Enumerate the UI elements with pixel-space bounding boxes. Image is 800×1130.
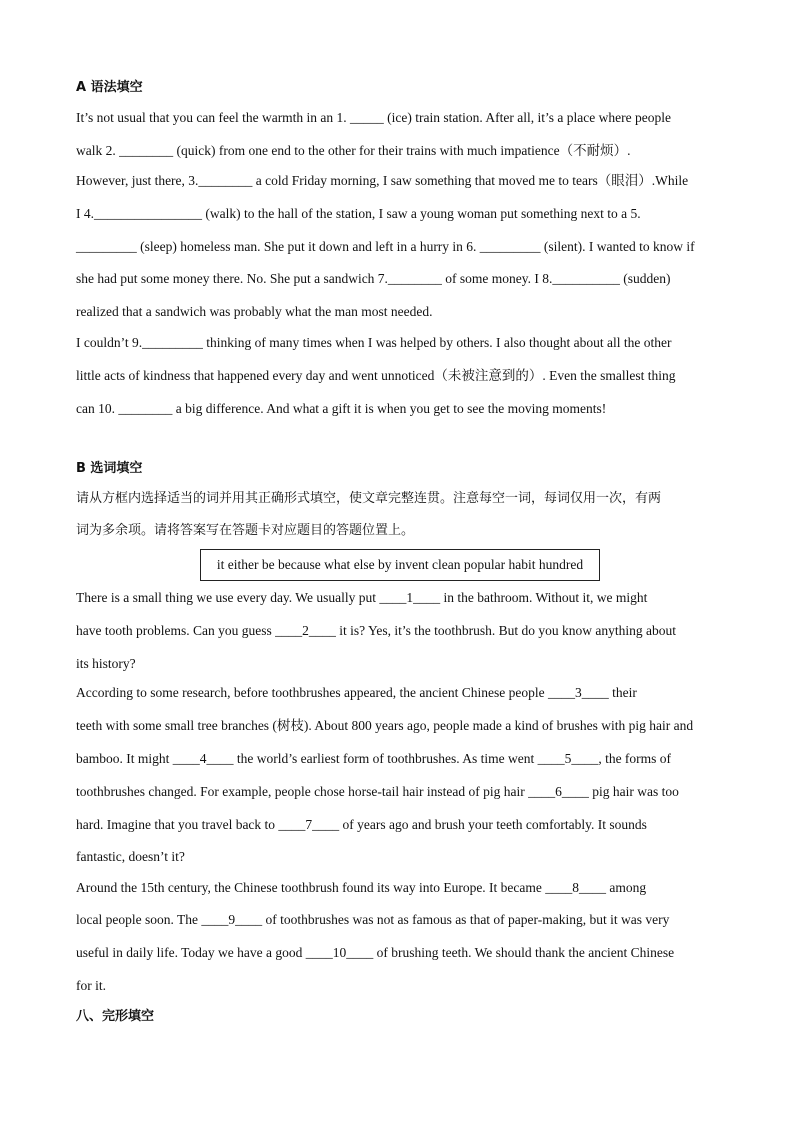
- section-a-line-6: she had put some money there. No. She put a sandwich 7.________ of some money. I 8.__________ (sudden): [76, 271, 671, 286]
- section-a-line-8: I couldn’t 9._________ thinking of many times when I was helped by others. I also thought about all the other: [76, 335, 672, 350]
- word-box-text: it either be because what else by invent clean popular habit hundred: [216, 557, 584, 572]
- section-a-line-4: I 4.________________ (walk) to the hall of the station, I saw a young woman put something next to a 5.: [76, 206, 641, 221]
- section-b-line-7: toothbrushes changed. For example, people chose horse-tail hair instead of pig hair ____6____ pig hair was too: [76, 784, 679, 799]
- section-b-line-11: local people soon. The ____9____ of toothbrushes was not as famous as that of paper-making, but it was very: [76, 912, 670, 927]
- section-a-line-5: _________ (sleep) homeless man. She put it down and left in a hurry in 6. _________ (silent). I wanted to know if: [76, 239, 695, 254]
- section-b-line-6: bamboo. It might ____4____ the world’s earliest form of toothbrushes. As time went ____5____, the forms of: [76, 751, 672, 766]
- section-b-line-3: its history?: [76, 656, 136, 671]
- word-box: [200, 549, 600, 581]
- section-b-instruction-2: 词为多余项。请将答案写在答题卡对应题目的答题位置上。: [76, 523, 415, 538]
- section-b-line-1: There is a small thing we use every day. We usually put ____1____ in the bathroom. Without it, we might: [76, 590, 648, 605]
- section-b-line-8: hard. Imagine that you travel back to ____7____ of years ago and brush your teeth comfortably. It sounds: [76, 817, 647, 832]
- section-a-line-2: walk 2. ________ (quick) from one end to the other for their trains with much impatience（不耐烦）.: [76, 143, 631, 158]
- section-8-heading: 八、完形填空: [76, 1009, 155, 1024]
- section-b-line-10: Around the 15th century, the Chinese toothbrush found its way into Europe. It became ____8____ among: [76, 880, 647, 895]
- section-b-line-4: According to some research, before toothbrushes appeared, the ancient Chinese people ____3____ their: [76, 685, 637, 700]
- section-a-line-9: little acts of kindness that happened every day and went unnoticed（未被注意到的）. Even the smallest thing: [76, 368, 676, 383]
- section-a-line-7: realized that a sandwich was probably what the man most needed.: [76, 304, 433, 319]
- section-b-line-13: for it.: [76, 978, 106, 993]
- section-a-line-10: can 10. ________ a big difference. And what a gift it is when you get to see the moving moments!: [76, 401, 607, 416]
- section-b-line-12: useful in daily life. Today we have a good ____10____ of brushing teeth. We should thank the ancient Chinese: [76, 945, 675, 960]
- section-b-heading: B 选词填空: [76, 461, 143, 476]
- section-b-line-2: have tooth problems. Can you guess ____2____ it is? Yes, it’s the toothbrush. But do you know anything about: [76, 623, 676, 638]
- section-a-line-1: It’s not usual that you can feel the warmth in an 1. _____ (ice) train station. After all, it’s a place where people: [76, 110, 671, 125]
- section-a-line-3: However, just there, 3.________ a cold Friday morning, I saw something that moved me to tears（眼泪）.While: [76, 173, 689, 188]
- section-a-heading: A 语法填空: [76, 80, 143, 95]
- section-b-instruction-1: 请从方框内选择适当的词并用其正确形式填空，使文章完整连贯。注意每空一词，每词仅用一次，有两: [76, 491, 662, 506]
- section-b-line-9: fantastic, doesn’t it?: [76, 849, 185, 864]
- section-b-line-5: teeth with some small tree branches (树枝). About 800 years ago, people made a kind of brushes with pig hair and: [76, 718, 694, 733]
